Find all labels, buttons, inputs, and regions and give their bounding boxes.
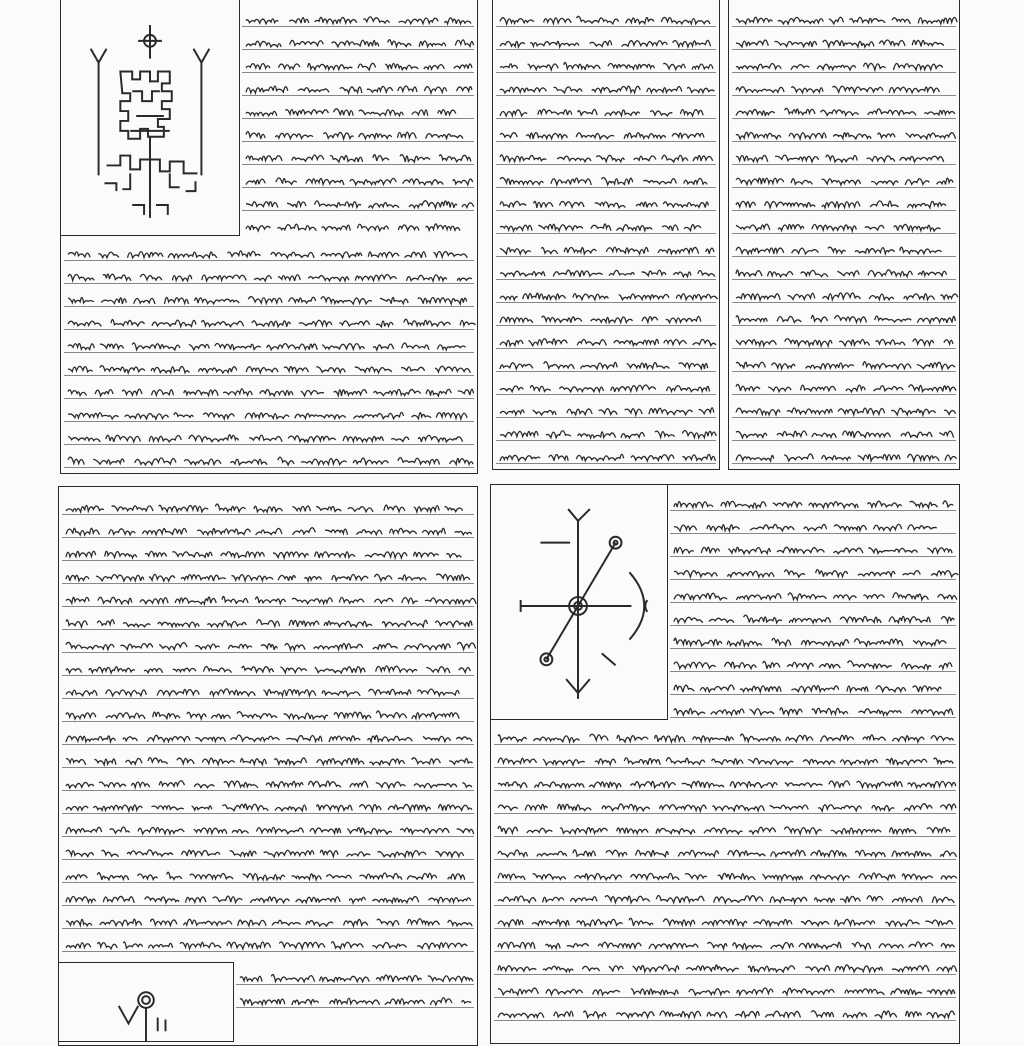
- glyph-line: [66, 596, 476, 604]
- glyph-line: [246, 63, 472, 70]
- glyph-line: [498, 873, 957, 880]
- glyph-line: [736, 293, 958, 300]
- glyph-line: [68, 343, 466, 350]
- glyph-line: [500, 247, 714, 254]
- glyph-line: [500, 178, 707, 185]
- glyph-line: [500, 316, 701, 323]
- glyph-line: [674, 524, 937, 531]
- glyph-line: [500, 224, 701, 231]
- glyph-line: [246, 132, 463, 139]
- glyph-line: [68, 319, 476, 327]
- glyph-line: [246, 201, 474, 208]
- glyph-line: [498, 988, 955, 995]
- glyph-line: [500, 133, 704, 139]
- glyph-line: [68, 297, 467, 304]
- glyph-line: [736, 408, 956, 415]
- glyph-line: [66, 781, 472, 788]
- glyph-line: [500, 86, 714, 93]
- glyph-line: [674, 685, 941, 692]
- glyph-line: [500, 431, 716, 438]
- glyph-line: [500, 362, 708, 369]
- glyph-line: [66, 896, 471, 903]
- glyph-line: [500, 40, 711, 47]
- glyph-line: [66, 620, 472, 627]
- glyph-line: [736, 431, 954, 438]
- glyph-line: [66, 528, 472, 535]
- glyph-line: [736, 86, 939, 93]
- glyph-line: [246, 224, 460, 231]
- glyph-line: [66, 942, 467, 949]
- glyph-line: [736, 63, 943, 70]
- glyph-line: [674, 501, 953, 508]
- glyph-line: [498, 965, 957, 972]
- glyph-line: [68, 389, 474, 396]
- glyph-line: [66, 827, 474, 834]
- glyph-line: [736, 362, 955, 369]
- glyph-line: [498, 918, 953, 926]
- glyph-line: [240, 975, 473, 982]
- glyph-line: [498, 850, 957, 857]
- glyph-line: [674, 638, 946, 646]
- glyph-line: [66, 551, 461, 558]
- glyph-line: [68, 274, 472, 281]
- glyph-line: [66, 504, 463, 512]
- glyph-line: [500, 155, 713, 162]
- glyph-line: [246, 178, 473, 185]
- glyph-line: [66, 850, 464, 857]
- glyph-line: [66, 919, 472, 926]
- glyph-line: [498, 734, 954, 742]
- glyph-line: [498, 781, 956, 788]
- glyph-line: [498, 896, 954, 903]
- glyph-line: [68, 457, 473, 465]
- glyph-line: [674, 708, 953, 715]
- glyph-line: [736, 339, 953, 346]
- glyph-line: [674, 570, 958, 577]
- glyph-line: [498, 1011, 955, 1018]
- glyph-line: [68, 435, 463, 442]
- glyph-line: [498, 758, 953, 765]
- glyph-line: [674, 615, 954, 623]
- glyph-line: [736, 155, 944, 162]
- glyph-line: [66, 666, 470, 673]
- glyph-line: [498, 942, 954, 949]
- glyph-line: [500, 385, 710, 392]
- glyph-line: [500, 270, 715, 277]
- glyph-line: [498, 804, 956, 811]
- glyph-line: [736, 201, 946, 208]
- glyph-line: [68, 412, 467, 419]
- glyph-line: [66, 574, 470, 581]
- glyph-line: [68, 251, 467, 258]
- glyph-line: [66, 642, 476, 650]
- glyph-line: [66, 872, 465, 880]
- glyph-line: [736, 178, 953, 185]
- glyph-line: [736, 454, 956, 461]
- glyph-line: [736, 247, 942, 254]
- glyph-line: [500, 408, 714, 415]
- glyph-line: [736, 108, 955, 116]
- glyph-line: [500, 201, 708, 208]
- glyph-line: [500, 293, 718, 300]
- glyph-line: [736, 270, 947, 277]
- glyph-line: [736, 315, 955, 322]
- glyph-line: [66, 689, 459, 696]
- glyph-line: [500, 16, 710, 24]
- glyph-line: [500, 339, 716, 346]
- glyph-line: [68, 366, 470, 373]
- glyph-line: [500, 109, 703, 116]
- glyph-line: [246, 155, 471, 162]
- glyph-line: [66, 804, 472, 811]
- glyph-line: [246, 86, 472, 93]
- glyph-line: [498, 826, 950, 834]
- glyph-line: [66, 758, 473, 765]
- glyph-line: [66, 735, 472, 742]
- glyph-line: [674, 547, 952, 553]
- glyph-line: [246, 109, 456, 116]
- glyph-line: [240, 998, 471, 1005]
- glyph-line: [674, 593, 957, 600]
- glyph-line: [674, 661, 952, 669]
- glyph-line: [736, 40, 944, 47]
- glyph-line: [736, 224, 941, 231]
- glyph-line: [736, 17, 957, 24]
- glyph-line: [736, 384, 956, 391]
- glyph-line: [500, 63, 713, 70]
- glyph-line: [500, 454, 715, 461]
- glyph-line: [66, 711, 459, 719]
- glyph-line: [736, 132, 956, 139]
- glyph-line: [246, 17, 471, 24]
- glyph-line: [246, 40, 474, 47]
